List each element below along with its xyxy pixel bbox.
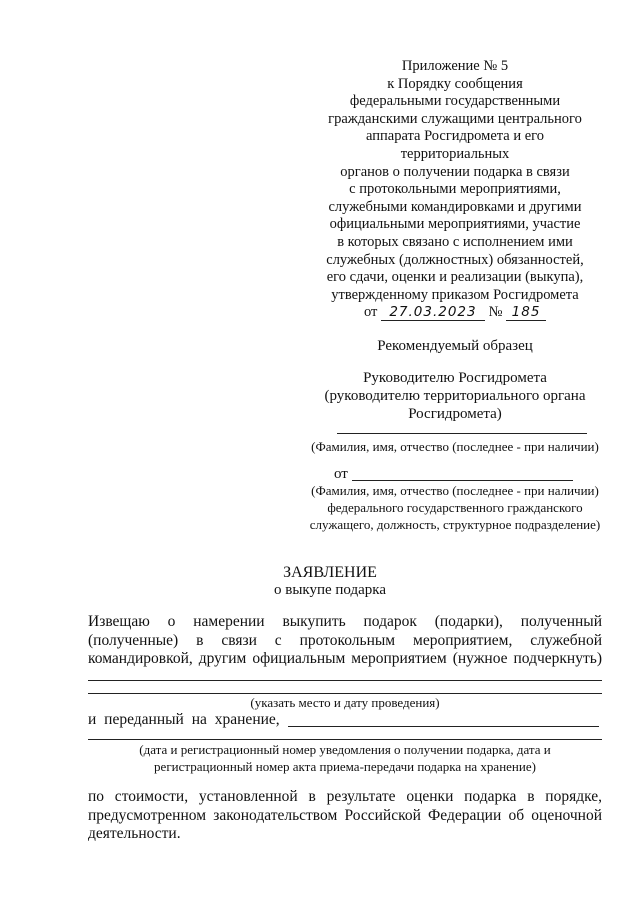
place-date-hint: (указать место и дату проведения) [250,695,440,710]
sender-hint [300,482,610,533]
paragraph-intent [88,613,602,669]
addressee-block [300,370,610,423]
order-prefix: от [363,304,378,321]
appendix-line: служебными командировками и другими [328,198,582,215]
sender-hint-line: (Фамилия, имя, отчество (последнее - при наличии) [311,483,599,498]
appendix-line: территориальных [400,145,510,162]
appendix-line: с протокольными мероприятиями, [349,181,561,198]
recommended-sample-label: Рекомендуемый образец [377,338,533,354]
paragraph-price [88,788,602,844]
paragraph-line: командировкой, другим официальным мероприятием (нужное подчеркнуть) [88,650,602,667]
event-blank-line-1[interactable] [88,680,602,681]
registration-blank[interactable] [88,739,602,740]
appendix-line: служебных (должностных) обязанностей, [326,251,584,268]
sender-hint-line: служащего, должность, структурное подразделение) [309,517,601,532]
sender-hint-line: федерального государственного гражданского [327,500,583,515]
statement-subtitle: о выкупе подарка [273,582,387,598]
handover-blank[interactable] [288,726,599,727]
appendix-header [300,58,610,322]
appendix-line: утвержденному приказом Росгидромета [331,286,579,303]
order-date: 27.03.2023 [381,305,485,321]
addressee-line: (руководителю территориального органа [324,387,586,404]
addressee-name-hint: (Фамилия, имя, отчество (последнее - при наличии) [311,439,599,454]
appendix-line: официальными мероприятиями, участие [329,216,581,233]
appendix-line: гражданскими служащими центрального [328,110,582,127]
addressee-line: Росгидромета) [408,405,502,422]
addressee-line: Руководителю Росгидромета [363,370,547,386]
appendix-line: в которых связано с исполнением ими [337,233,573,250]
order-number: 185 [506,305,546,321]
registration-hint-line: регистрационный номер акта приема-передачи подарка на хранение) [154,759,536,774]
appendix-line: аппарата Росгидромета и его [366,128,544,145]
paragraph-line: деятельности. [88,825,181,842]
handover-prefix: и переданный на хранение, [88,711,280,728]
registration-hint-line: (дата и регистрационный номер уведомления о получении подарка, дата и [139,742,551,757]
from-prefix: от [334,466,348,482]
appendix-line: федеральными государственными [349,93,561,110]
appendix-line: органов о получении подарка в связи [340,163,570,180]
registration-hint [88,741,602,775]
paragraph-line: предусмотренном законодательством Российской Федерации об оценочной [88,806,602,824]
appendix-line: его сдачи, оценки и реализации (выкупа), [326,269,584,286]
appendix-line: к Порядку сообщения [387,75,523,92]
paragraph-line: по стоимости, установленной в результате оценки подарка в порядке, [88,788,602,805]
addressee-name-blank[interactable] [337,433,587,434]
order-number-label: № [488,304,503,321]
order-reference [300,304,610,322]
sender-name-blank[interactable] [352,480,573,481]
appendix-line: Приложение № 5 [401,58,509,74]
paragraph-line: (полученные) в связи с протокольным мероприятием, служебной [88,631,602,649]
paragraph-line: Извещаю о намерении выкупить подарок (подарки), полученный [88,613,602,630]
statement-title: ЗАЯВЛЕНИЕ [283,564,377,581]
